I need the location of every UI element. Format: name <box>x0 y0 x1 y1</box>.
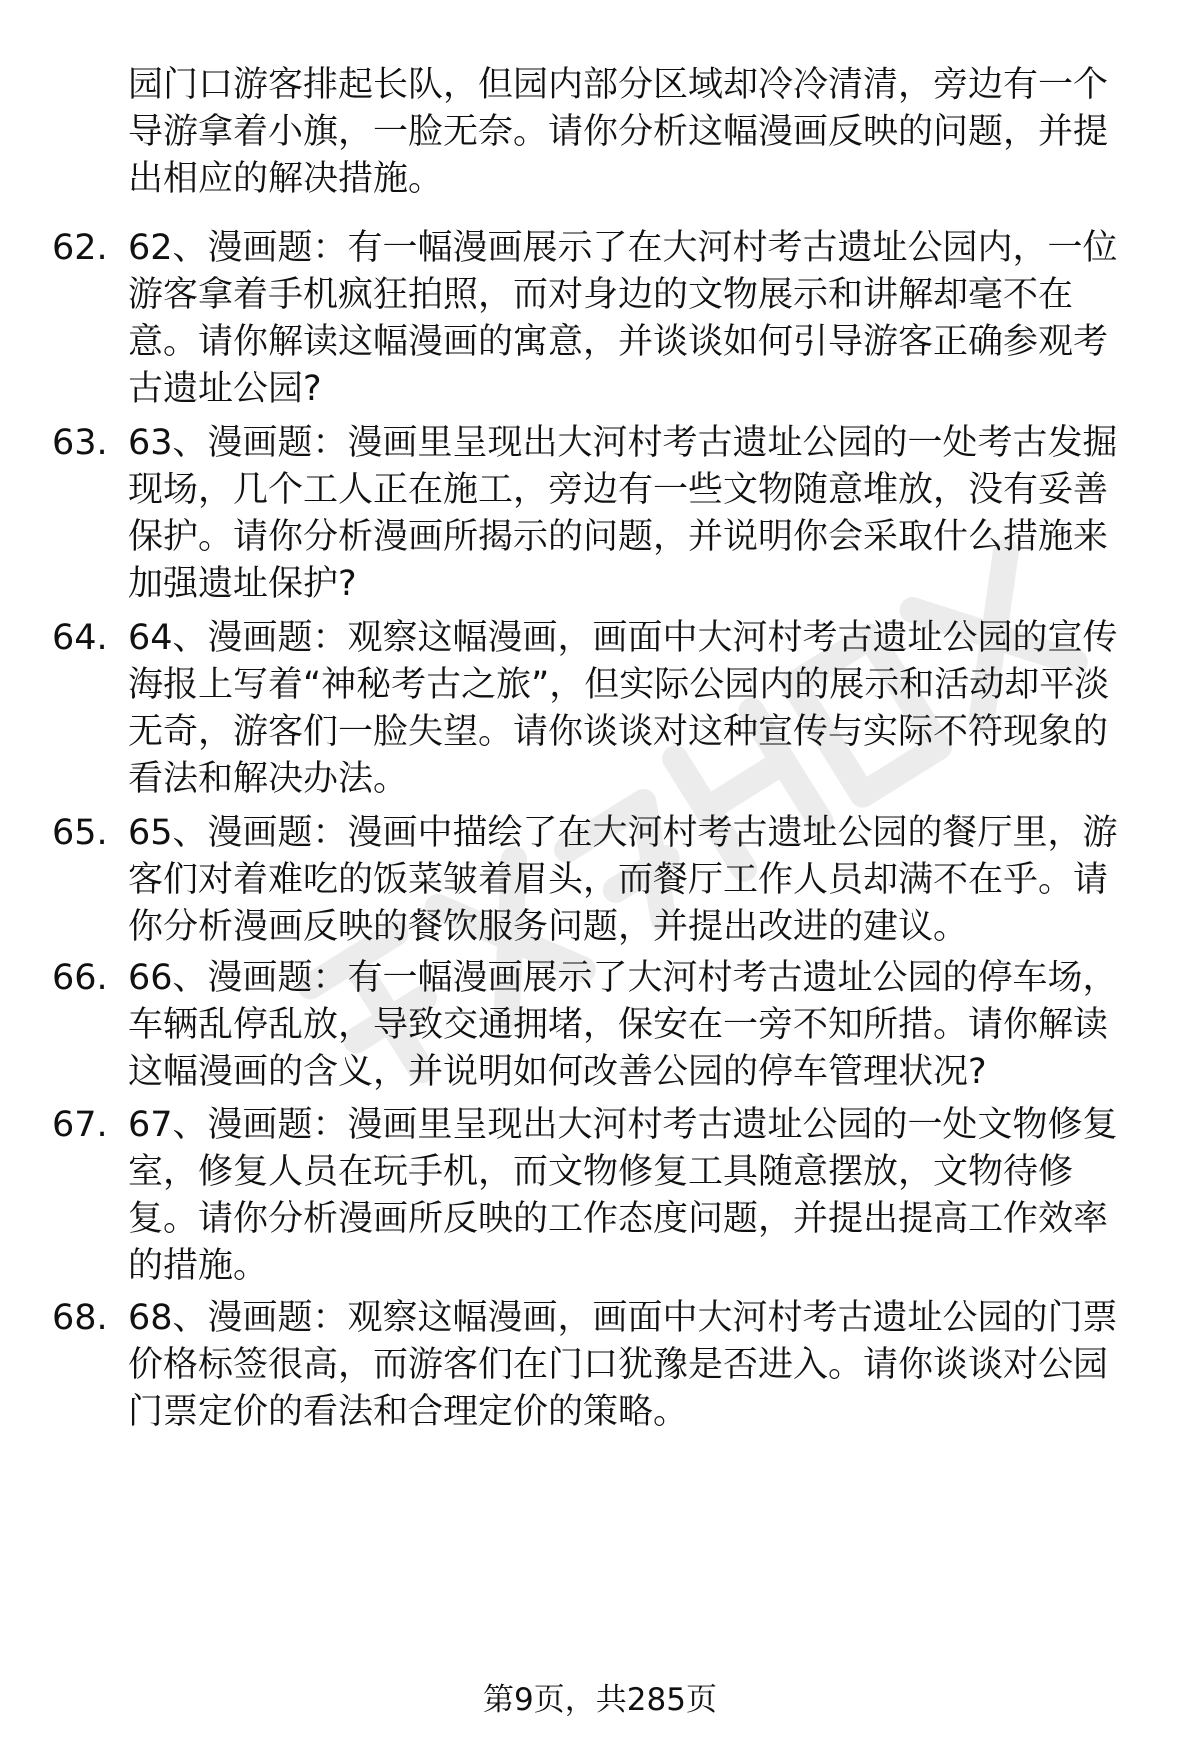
list-item <box>52 615 1142 803</box>
intro-paragraph: 园门口游客排起长队，但园内部分区域却冷冷清清，旁边有一个导游拿着小旗，一脸无奈。请你分析这幅漫画反映的问题，并提出相应的解决措施。 <box>128 65 1109 199</box>
list-item <box>52 1102 1142 1290</box>
list-item-number: 64. <box>52 618 108 658</box>
list-item-number: 62. <box>52 228 108 268</box>
list-item-text: 63、漫画题：漫画里呈现出大河村考古遗址公园的一处考古发掘现场，几个工人正在施工，旁边有一些文物随意堆放，没有妥善保护。请你分析漫画所揭示的问题，并说明你会采取什么措施来加强遗址保护? <box>128 423 1118 604</box>
list-item-number: 66. <box>52 958 108 998</box>
list-item-number: 65. <box>52 813 108 853</box>
list-item-number: 68. <box>52 1298 108 1338</box>
list-item <box>52 225 1142 413</box>
list-item-number: 63. <box>52 423 108 463</box>
list-item-number: 67. <box>52 1105 108 1145</box>
list-item-text: 66、漫画题：有一幅漫画展示了大河村考古遗址公园的停车场，车辆乱停乱放，导致交通拥堵，保安在一旁不知所措。请你解读这幅漫画的含义，并说明如何改善公园的停车管理状况? <box>128 958 1118 1092</box>
list-item-text: 62、漫画题：有一幅漫画展示了在大河村考古遗址公园内，一位游客拿着手机疯狂拍照，而对身边的文物展示和讲解却毫不在意。请你解读这幅漫画的寓意，并谈谈如何引导游客正确参观考古遗址公园? <box>128 228 1118 409</box>
list-item <box>52 955 1142 1096</box>
list-item-text: 68、漫画题：观察这幅漫画，画面中大河村考古遗址公园的门票价格标签很高，而游客们在门口犹豫是否进入。请你谈谈对公园门票定价的看法和合理定价的策略。 <box>128 1298 1118 1432</box>
list-item <box>52 810 1142 951</box>
list-item-text: 67、漫画题：漫画里呈现出大河村考古遗址公园的一处文物修复室，修复人员在玩手机，而文物修复工具随意摆放，文物待修复。请你分析漫画所反映的工作态度问题，并提出提高工作效率的措施。 <box>128 1105 1118 1286</box>
list-item <box>52 1295 1142 1436</box>
list-item <box>52 420 1142 608</box>
list-item-text: 65、漫画题：漫画中描绘了在大河村考古遗址公园的餐厅里，游客们对着难吃的饭菜皱着眉头，而餐厅工作人员却满不在乎。请你分析漫画反映的餐饮服务问题，并提出改进的建议。 <box>128 813 1118 947</box>
list-item-text: 64、漫画题：观察这幅漫画，画面中大河村考古遗址公园的宣传海报上写着“神秘考古之旅”，但实际公园内的展示和活动却平淡无奇，游客们一脸失望。请你谈谈对这种宣传与实际不符现象的看法和解决办法。 <box>128 618 1118 799</box>
page-footer: 第9页，共285页 <box>483 1682 717 1718</box>
